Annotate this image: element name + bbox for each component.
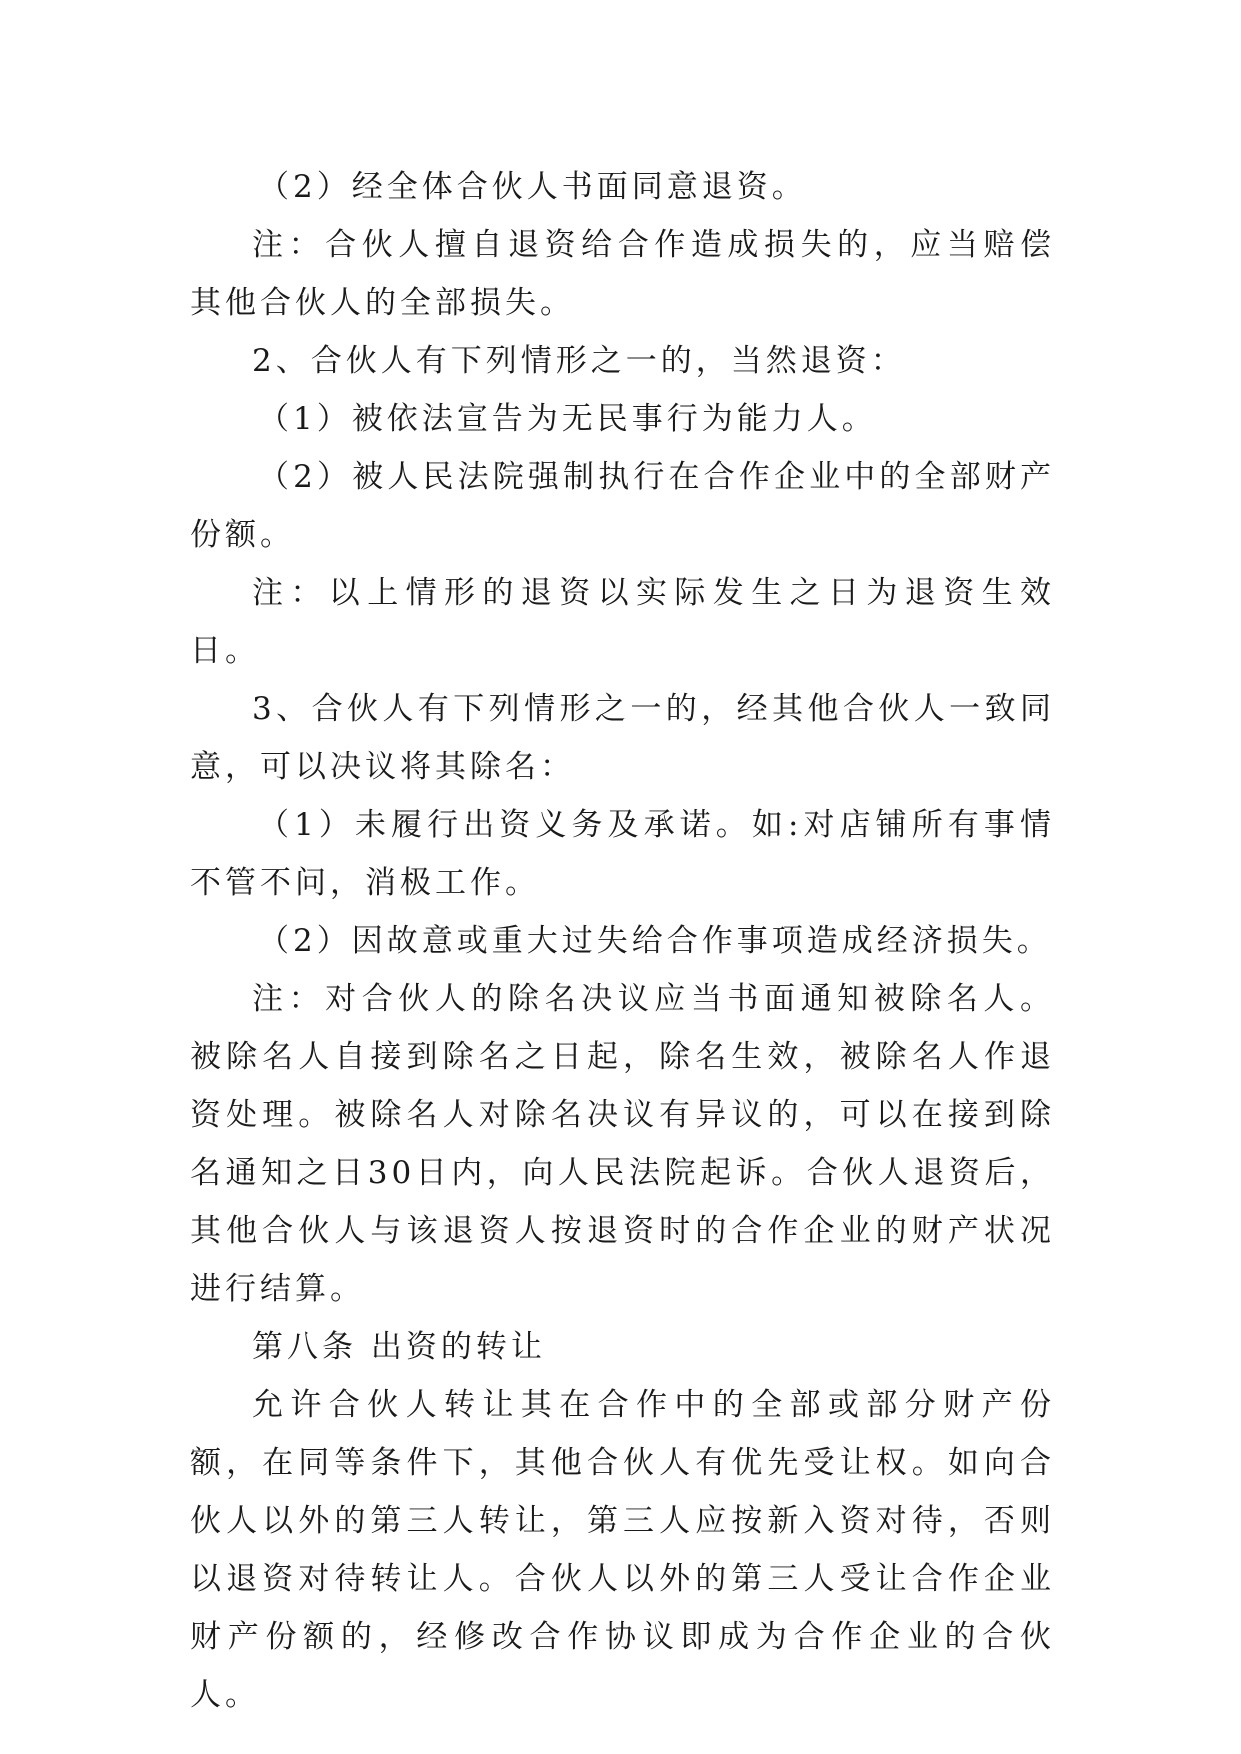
clause-incapacity: （1）被依法宣告为无民事行为能力人。 — [258, 401, 877, 437]
note-unauthorized-withdrawal: 注：合伙人擅自退资给合作造成损失的，应当赔偿其他合伙人的全部损失。 — [190, 227, 1055, 321]
clause-automatic-withdrawal: 2、合伙人有下列情形之一的，当然退资： — [252, 343, 906, 379]
clause-expulsion: 3、合伙人有下列情形之一的，经其他合伙人一致同意，可以决议将其除名： — [190, 691, 1055, 785]
clause-gross-negligence: （2）因故意或重大过失给合作事项造成经济损失。 — [258, 923, 1052, 959]
clause-unfulfilled-obligations: （1）未履行出资义务及承诺。如:对店铺所有事情不管不问，消极工作。 — [190, 807, 1055, 901]
clause-withdrawal-consent: （2）经全体合伙人书面同意退资。 — [258, 169, 807, 205]
clause-court-enforcement: （2）被人民法院强制执行在合作企业中的全部财产份额。 — [190, 459, 1055, 553]
document-body — [190, 158, 1055, 1724]
note-expulsion-procedure: 注：对合伙人的除名决议应当书面通知被除名人。被除名人自接到除名之日起，除名生效，被除名人作退资处理。被除名人对除名决议有异议的，可以在接到除名通知之日30日内，向人民法院起诉。合伙人退资后，其他合伙人与该退资人按退资时的合作企业的财产状况进行结算。 — [190, 981, 1055, 1307]
clause-share-transfer: 允许合伙人转让其在合作中的全部或部分财产份额，在同等条件下，其他合伙人有优先受让权。如向合伙人以外的第三人转让，第三人应按新入资对待，否则以退资对待转让人。合伙人以外的第三人受让合作企业财产份额的，经修改合作协议即成为合作企业的合伙人。 — [190, 1387, 1055, 1713]
note-withdrawal-effective-date: 注：以上情形的退资以实际发生之日为退资生效日。 — [190, 575, 1055, 669]
article-eight-heading: 第八条 出资的转让 — [252, 1329, 546, 1365]
